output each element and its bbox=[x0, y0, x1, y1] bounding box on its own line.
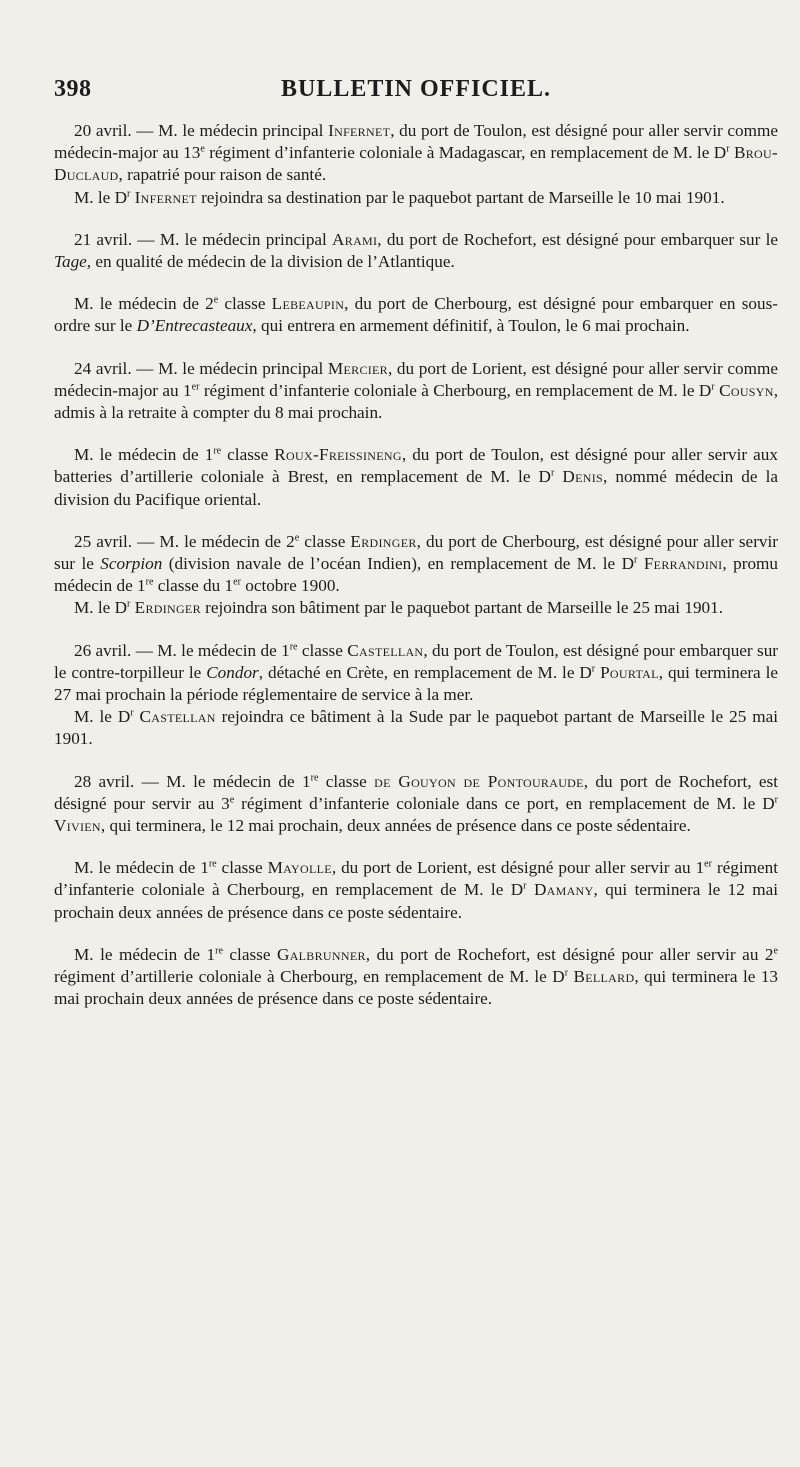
text-run: re bbox=[215, 945, 223, 957]
text-run: classe bbox=[299, 531, 351, 551]
running-title: BULLETIN OFFICIEL. bbox=[280, 76, 552, 102]
text-run: , qui entrera en armement définitif, à Toulon, le 6 mai prochain. bbox=[252, 316, 690, 336]
text-run: M. le D bbox=[74, 187, 127, 207]
text-run: re bbox=[208, 858, 217, 870]
text-run: r bbox=[550, 467, 555, 479]
person-name: Castellan bbox=[139, 707, 216, 727]
person-name: Cousyn bbox=[719, 380, 774, 400]
text-run: r bbox=[127, 598, 131, 610]
person-name: Arami bbox=[332, 229, 378, 249]
paragraph bbox=[54, 597, 778, 619]
text-run: r bbox=[591, 663, 596, 675]
page-number: 398 bbox=[54, 76, 92, 102]
text-run: , du port de Toulon, est désigné pour aller servir comme médecin-major au 13 bbox=[54, 121, 778, 163]
text-run: régiment d’infanterie coloniale à Cherbourg, en remplacement de M. le D bbox=[199, 380, 712, 400]
person-name: Infernet bbox=[328, 121, 391, 140]
text-run: re bbox=[289, 640, 298, 652]
text-run: re bbox=[145, 576, 154, 588]
text-run: M. le médecin de 1 bbox=[74, 445, 214, 465]
text-run: , du port de Lorient, est désigné pour aller servir au 1 bbox=[331, 858, 705, 878]
text-run: er bbox=[233, 576, 241, 588]
paragraph bbox=[54, 120, 778, 187]
text-run: classe bbox=[221, 445, 275, 465]
person-name: Brou-Duclaud bbox=[54, 143, 778, 185]
entry bbox=[54, 293, 778, 337]
person-name: Lebeaupin bbox=[271, 294, 345, 314]
person-name: Pourtal bbox=[600, 662, 659, 682]
text-run: re bbox=[213, 445, 222, 457]
text-run: r bbox=[127, 187, 131, 199]
text-run: r bbox=[564, 967, 569, 979]
text-run: rejoindra ce bâtiment à la Sude par le paquebot partant de Marseille le 25 mai 1901. bbox=[54, 707, 778, 749]
text-run: , du port de Toulon, est désigné pour aller servir aux batteries d’artillerie coloniale à Brest, en remplacement de M. le D bbox=[54, 445, 778, 487]
person-name: Vivien bbox=[54, 816, 101, 836]
paragraph bbox=[54, 358, 778, 425]
person-name: Denis bbox=[562, 467, 603, 487]
text-run: 24 avril. — M. le médecin principal bbox=[74, 358, 328, 378]
person-name: Erdinger bbox=[350, 531, 417, 551]
entry bbox=[54, 120, 778, 209]
text-run: , qui terminera le 13 mai prochain deux années de présence dans ce poste sédentaire. bbox=[54, 967, 779, 1009]
text-run: classe bbox=[216, 858, 268, 878]
text-run: , admis à la retraite à compter du 8 mai prochain. bbox=[54, 380, 778, 423]
text-run: rejoindra son bâtiment par le paquebot partant de Marseille le 25 mai 1901. bbox=[200, 598, 724, 618]
text-run: er bbox=[191, 381, 200, 393]
text-run: , nommé médecin de la division du Pacifique oriental. bbox=[54, 467, 779, 509]
entry bbox=[54, 531, 778, 620]
text-run: re bbox=[310, 771, 319, 783]
text-run: , du port de Cherbourg, est désigné pour aller servir sur le bbox=[54, 531, 779, 574]
text-run: r bbox=[634, 554, 638, 566]
text-run: régiment d’infanterie coloniale dans ce port, en remplacement de M. le D bbox=[234, 793, 775, 813]
person-name: Galbrunner bbox=[277, 944, 366, 964]
text-run: M. le médecin de 2 bbox=[74, 294, 214, 314]
text-run: e bbox=[213, 294, 219, 306]
text-run bbox=[527, 880, 534, 899]
text-run: régiment d’infanterie coloniale à Madagascar, en remplacement de M. le D bbox=[204, 143, 727, 163]
text-run: , du port de Cherbourg, est désigné pour embarquer en sous-ordre sur le bbox=[54, 294, 778, 336]
text-run: , du port de Rochefort, est désigné pour servir au 3 bbox=[54, 771, 778, 813]
text-run: classe bbox=[297, 640, 348, 660]
text-run: e bbox=[229, 794, 235, 806]
paragraph bbox=[54, 706, 778, 750]
text-run: , du port de Toulon, est désigné pour embarquer sur le contre-torpilleur le bbox=[54, 640, 779, 682]
paragraph bbox=[54, 229, 778, 273]
text-run: , du port de Rochefort, est désigné pour aller servir au 2 bbox=[365, 944, 774, 964]
text-run: , qui terminera, le 12 mai prochain, deux années de présence dans ce poste sédentaire. bbox=[100, 816, 691, 836]
person-name: Castellan bbox=[347, 640, 424, 660]
text-run: , du port de Rochefort, est désigné pour embarquer sur le bbox=[377, 229, 778, 249]
text-run: r bbox=[711, 381, 715, 393]
text-run: régiment d’infanterie coloniale à Cherbourg, en remplacement de M. le D bbox=[54, 858, 778, 900]
text-run: , qui terminera le 12 mai prochain deux années de présence dans ce poste sédentaire. bbox=[54, 880, 779, 922]
text-run: e bbox=[294, 532, 300, 544]
person-name: Ferrandini bbox=[643, 554, 723, 574]
entry bbox=[54, 444, 778, 511]
paragraph bbox=[54, 187, 778, 209]
paragraph bbox=[54, 771, 778, 838]
text-run: classe bbox=[318, 771, 375, 791]
text-run: , qui terminera le 27 mai prochain la période réglementaire de service à la mer. bbox=[54, 662, 779, 705]
ship-name: Condor bbox=[206, 662, 259, 682]
person-name: Bellard bbox=[573, 967, 635, 987]
text-run: M. le D bbox=[74, 598, 127, 618]
ship-name: D’Entrecasteaux bbox=[136, 316, 253, 336]
text-run: r bbox=[130, 707, 134, 719]
text-run: r bbox=[774, 794, 778, 806]
text-run: 21 avril. — M. le médecin principal bbox=[74, 229, 333, 249]
paragraph bbox=[54, 531, 778, 598]
entry bbox=[54, 944, 778, 1011]
person-name: Infernet bbox=[134, 187, 197, 207]
text-run: er bbox=[704, 858, 712, 870]
ship-name: Scorpion bbox=[100, 554, 163, 574]
text-run: , détaché en Crète, en remplacement de M. le D bbox=[258, 662, 592, 682]
paragraph bbox=[54, 640, 778, 707]
text-run: , en qualité de médecin de la division de l’Atlantique. bbox=[86, 252, 455, 272]
paragraph bbox=[54, 944, 778, 1011]
person-name: de Gouyon de Pontouraude bbox=[374, 771, 584, 791]
text-run: 28 avril. — M. le médecin de 1 bbox=[74, 771, 311, 791]
ship-name: Tage bbox=[54, 252, 87, 272]
paragraph bbox=[54, 293, 778, 337]
text-run: classe bbox=[222, 944, 277, 964]
entry bbox=[54, 857, 778, 924]
text-run: e bbox=[200, 143, 205, 155]
entry bbox=[54, 358, 778, 425]
person-name: Erdinger bbox=[134, 598, 201, 618]
text-run: , promu médecin de 1 bbox=[54, 554, 778, 596]
text-run: rejoindra sa destination par le paquebot partant de Marseille le 10 mai 1901. bbox=[196, 187, 725, 207]
text-run: 26 avril. — M. le médecin de 1 bbox=[74, 640, 290, 660]
document-body bbox=[54, 120, 778, 1011]
person-name: Damany bbox=[533, 880, 594, 900]
person-name: Mercier bbox=[327, 358, 388, 378]
text-run: (division navale de l’océan Indien), en remplacement de M. le D bbox=[162, 554, 635, 574]
text-run: r bbox=[726, 143, 730, 155]
text-run: , du port de Lorient, est désigné pour aller servir comme médecin-major au 1 bbox=[54, 358, 778, 400]
text-run: , rapatrié pour raison de santé. bbox=[118, 165, 327, 185]
text-run: M. le médecin de 1 bbox=[74, 944, 216, 964]
text-run: classe du 1 bbox=[153, 576, 234, 596]
paragraph bbox=[54, 444, 778, 511]
text-run: régiment d’artillerie coloniale à Cherbourg, en remplacement de M. le D bbox=[54, 967, 565, 987]
text-run: 25 avril. — M. le médecin de 2 bbox=[74, 531, 295, 551]
person-name: Roux-Freissineng bbox=[274, 445, 402, 465]
text-run: octobre 1900. bbox=[240, 576, 340, 596]
text-run: M. le médecin de 1 bbox=[74, 858, 209, 878]
entry bbox=[54, 229, 778, 273]
entry bbox=[54, 771, 778, 838]
paragraph bbox=[54, 857, 778, 924]
text-run: classe bbox=[218, 294, 272, 314]
page-header bbox=[54, 72, 778, 112]
person-name: Mayolle bbox=[267, 858, 332, 878]
entry bbox=[54, 640, 778, 751]
text-run: r bbox=[523, 880, 527, 892]
text-run: 20 avril. — M. le médecin principal bbox=[74, 121, 329, 140]
text-run: e bbox=[773, 945, 778, 957]
text-run: M. le D bbox=[74, 707, 131, 727]
